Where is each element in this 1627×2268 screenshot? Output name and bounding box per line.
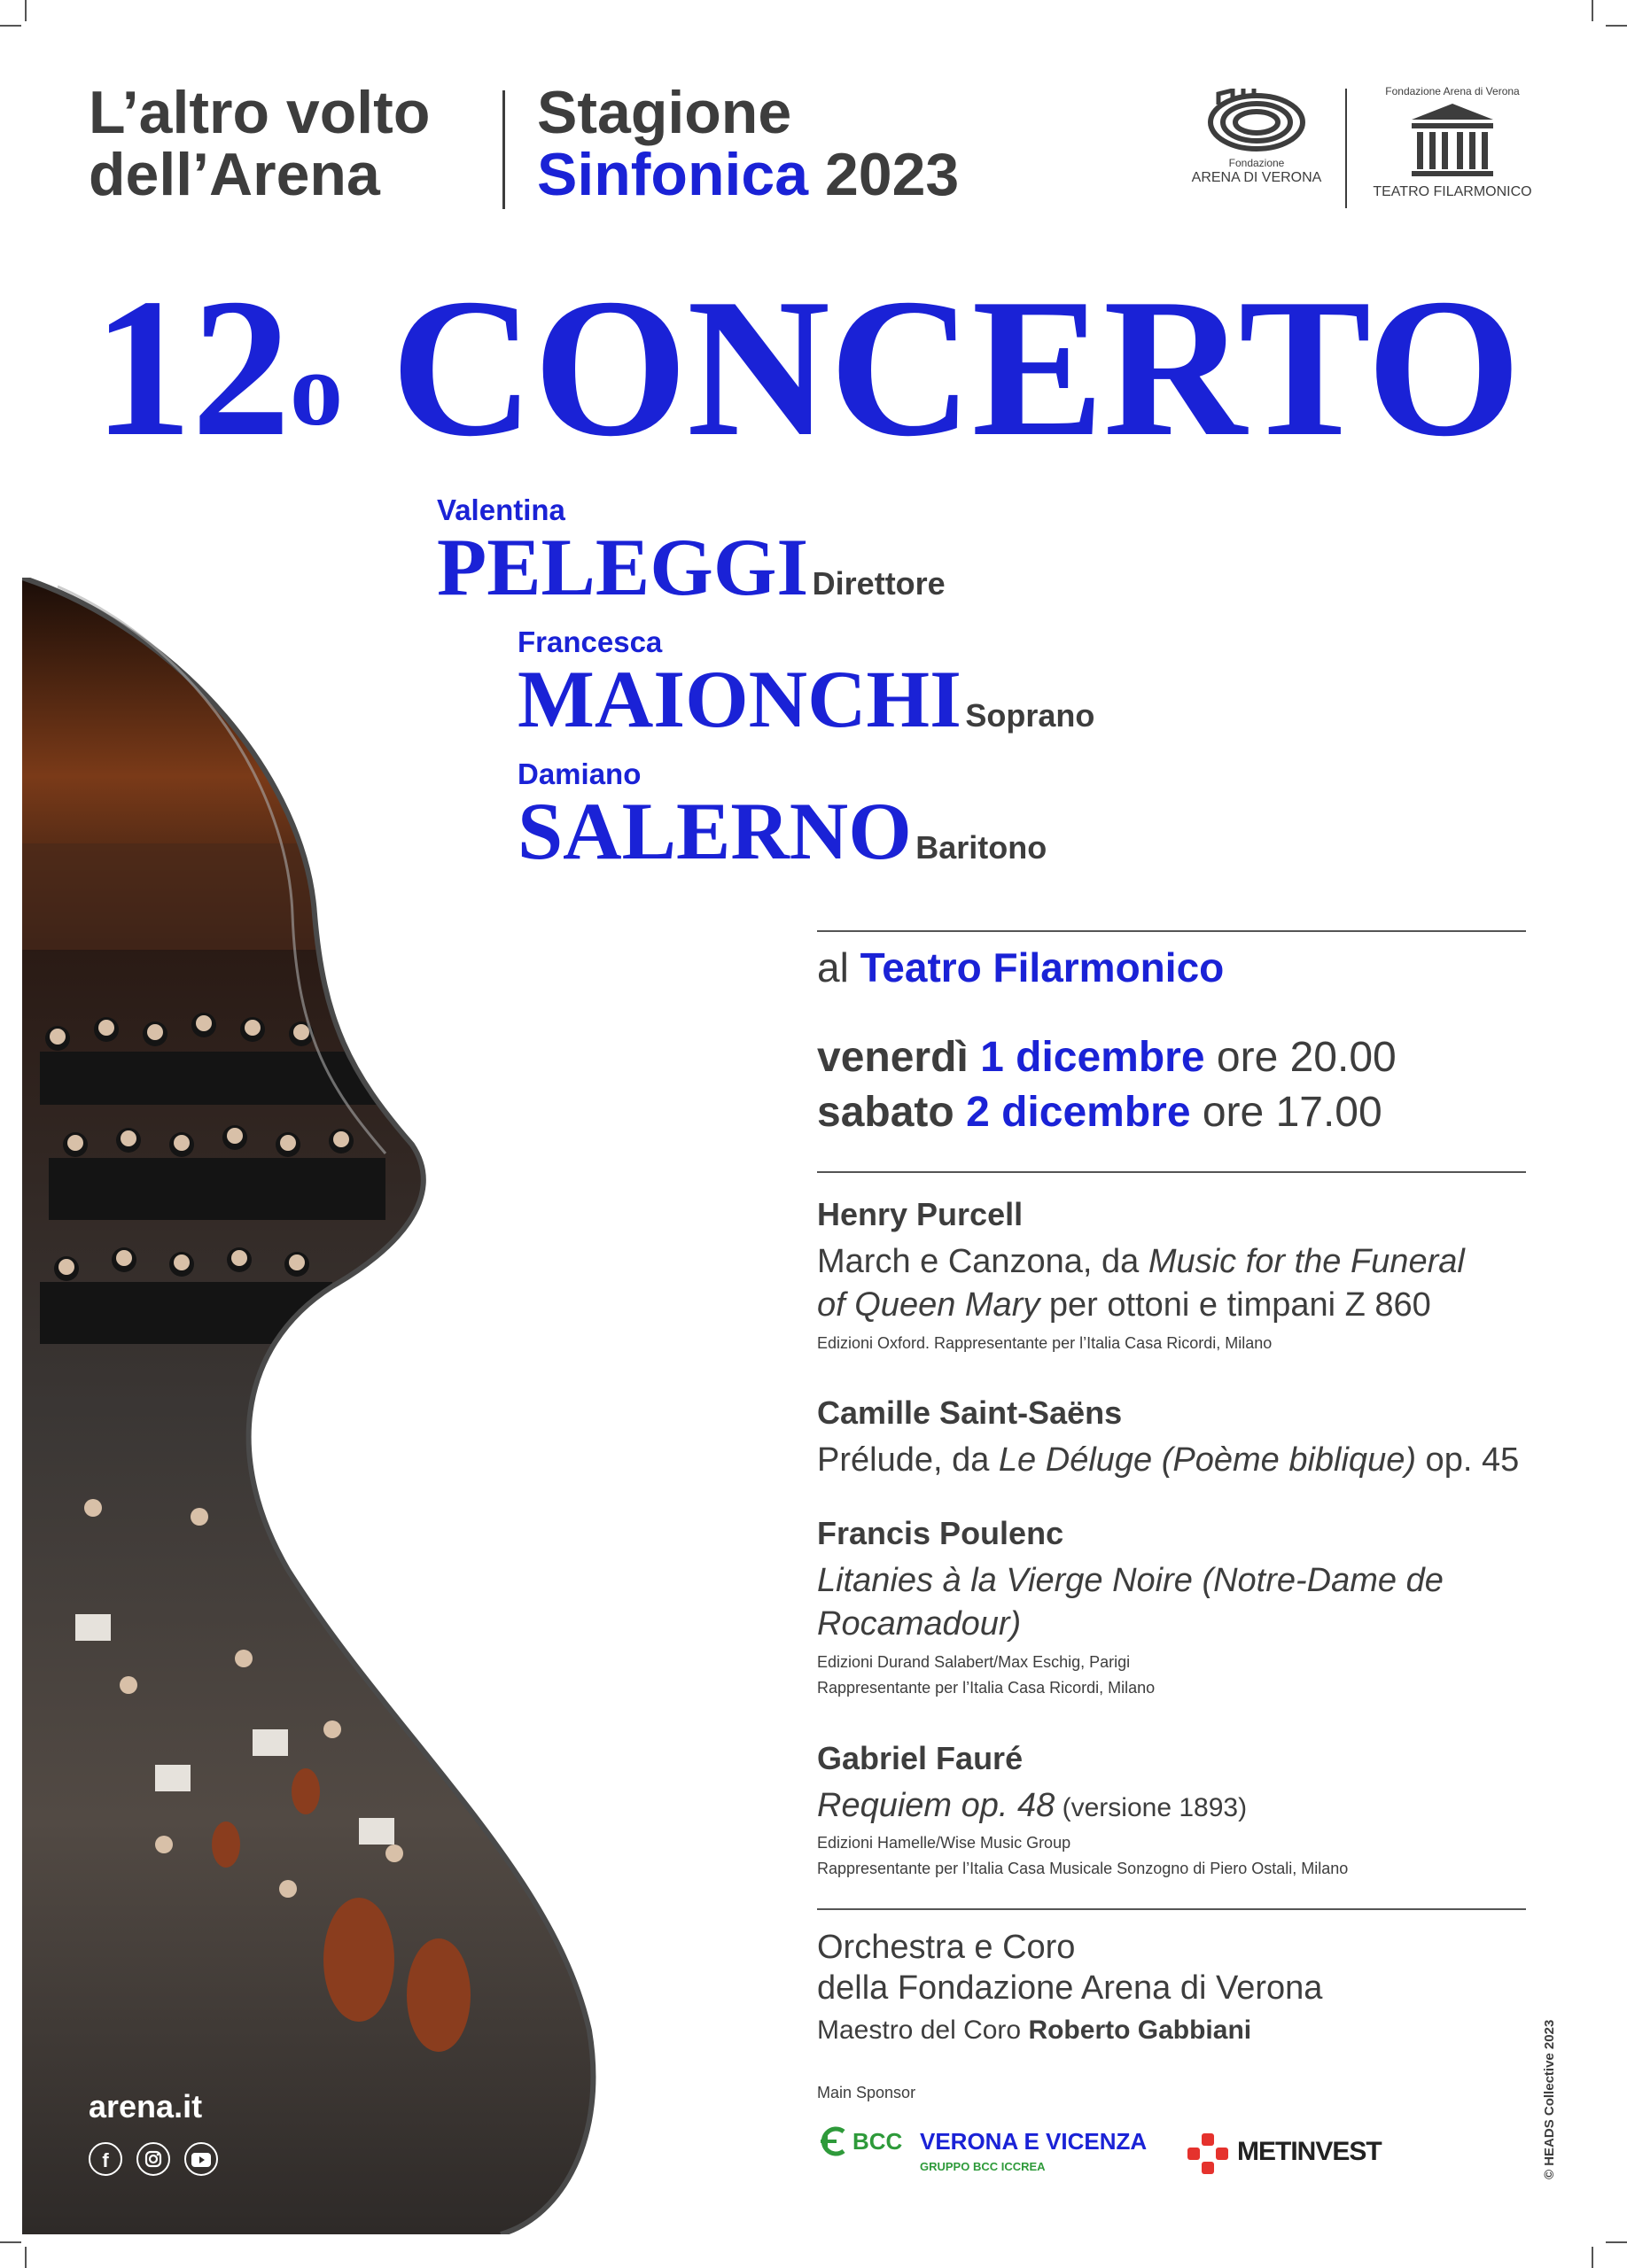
composer-faure: Gabriel Fauré bbox=[817, 1740, 1024, 1776]
venue-name: Teatro Filarmonico bbox=[860, 944, 1225, 990]
facebook-icon[interactable]: f bbox=[89, 2142, 122, 2176]
work-plain-2: (versione 1893) bbox=[1055, 1793, 1248, 1822]
crop-mark-tl-h bbox=[0, 25, 21, 27]
season-title-line1: Stagione bbox=[537, 79, 792, 146]
performer-last-name: MAIONCHI bbox=[518, 654, 961, 744]
youtube-glyph bbox=[191, 2153, 211, 2167]
work-italic: Music for the Funeral bbox=[1148, 1243, 1465, 1280]
header-divider bbox=[502, 90, 505, 209]
chorus-master-name: Roberto Gabbiani bbox=[1028, 2016, 1252, 2045]
edition-line-2: Rappresentante per l’Italia Casa Musicale Sonzogno di Piero Ostali, Milano bbox=[817, 1860, 1349, 1877]
metinvest-mark-icon bbox=[1187, 2133, 1228, 2174]
arena-logo-caption: ARENA DI VERONA bbox=[1191, 170, 1322, 185]
work-plain-2: per ottoni e timpani Z 860 bbox=[1039, 1286, 1431, 1324]
sponsor-label: Main Sponsor bbox=[817, 2084, 916, 2101]
work-poulenc bbox=[817, 1559, 1526, 1646]
bcc-group: GRUPPO BCC ICCREA bbox=[920, 2160, 1046, 2173]
date-date: 1 dicembre bbox=[980, 1034, 1205, 1081]
instagram-glyph bbox=[144, 2150, 162, 2168]
work-plain: Prélude, da bbox=[817, 1441, 999, 1479]
teatro-logo-caption: TEATRO FILARMONICO bbox=[1373, 184, 1532, 199]
metinvest-name: METINVEST bbox=[1237, 2137, 1382, 2166]
chorus-master bbox=[817, 2016, 1251, 2046]
performer-last-name: PELEGGI bbox=[437, 522, 809, 612]
work-plain-2: op. 45 bbox=[1416, 1441, 1520, 1479]
logo-divider bbox=[1345, 89, 1347, 208]
divider-program bbox=[817, 1171, 1526, 1173]
composer-purcell: Henry Purcell bbox=[817, 1196, 1024, 1232]
concert-word: CONCERTO bbox=[391, 258, 1521, 478]
date-time: ore 17.00 bbox=[1202, 1089, 1382, 1136]
orchestra-line-2: della Fondazione Arena di Verona bbox=[817, 1969, 1323, 2007]
performer-first-name: Francesca bbox=[518, 625, 663, 658]
crop-mark-br-v bbox=[1592, 2247, 1593, 2268]
season-subtitle bbox=[89, 79, 431, 208]
work-plain: March e Canzona, da bbox=[817, 1243, 1148, 1280]
crop-mark-br-h bbox=[1606, 2241, 1627, 2243]
crop-mark-bl-v bbox=[25, 2247, 27, 2268]
concert-ordinal: o bbox=[290, 330, 342, 447]
date-1 bbox=[817, 1033, 1397, 1082]
bcc-name: VERONA E VICENZA bbox=[920, 2128, 1148, 2155]
instagram-icon[interactable] bbox=[136, 2142, 170, 2176]
work-italic: Litanies à la Vierge Noire (Notre-Dame de bbox=[817, 1562, 1444, 1599]
arena-logo-mark bbox=[1208, 89, 1305, 152]
performer-role: Baritono bbox=[915, 829, 1047, 866]
performer-role: Soprano bbox=[965, 697, 1095, 734]
concert-number: 12 bbox=[93, 258, 290, 478]
bcc-logo bbox=[817, 2124, 1163, 2178]
performer-last-name: SALERNO bbox=[518, 786, 912, 876]
arena-logo bbox=[1177, 89, 1336, 186]
edition-line-1: Edizioni Hamelle/Wise Music Group bbox=[817, 1834, 1071, 1852]
season-title bbox=[537, 79, 960, 208]
season-title-line2 bbox=[537, 141, 960, 208]
divider-bottom bbox=[817, 1908, 1526, 1910]
work-saint-saens bbox=[817, 1439, 1526, 1482]
crop-mark-tr-v bbox=[1592, 0, 1593, 21]
youtube-icon[interactable] bbox=[184, 2142, 218, 2176]
edition-line-1: Edizioni Durand Salabert/Max Eschig, Parigi bbox=[817, 1653, 1131, 1671]
arena-logo-small: Fondazione bbox=[1228, 157, 1285, 169]
metinvest-logo bbox=[1187, 2130, 1418, 2174]
crop-mark-tr-h bbox=[1606, 25, 1627, 27]
date-2 bbox=[817, 1088, 1382, 1137]
work-faure bbox=[817, 1784, 1526, 1829]
copyright: © HEADS Collective 2023 bbox=[1542, 2019, 1557, 2179]
edition-line-2: Rappresentante per l’Italia Casa Ricordi, Milano bbox=[817, 1679, 1156, 1697]
work-italic: Le Déluge (Poème biblique) bbox=[998, 1441, 1416, 1479]
date-time: ore 20.00 bbox=[1216, 1034, 1397, 1081]
venue bbox=[817, 944, 1224, 991]
teatro-logo-small: Fondazione Arena di Verona bbox=[1385, 85, 1520, 97]
bcc-short: BCC bbox=[852, 2128, 903, 2155]
performer-first-name: Damiano bbox=[518, 757, 642, 790]
crop-mark-bl-h bbox=[0, 2241, 21, 2243]
divider-top bbox=[817, 930, 1526, 932]
cello-silhouette-photo bbox=[22, 578, 607, 2234]
work-italic-2: of Queen Mary bbox=[817, 1286, 1040, 1324]
performer-first-name: Valentina bbox=[437, 493, 565, 526]
work-italic-2: Rocamadour) bbox=[817, 1605, 1022, 1643]
teatro-logo-mark bbox=[1408, 98, 1497, 180]
work-italic: Requiem op. 48 bbox=[817, 1787, 1055, 1824]
composer-poulenc: Francis Poulenc bbox=[817, 1515, 1064, 1551]
season-subtitle-line1: L’altro volto bbox=[89, 79, 431, 146]
composer-saint-saens: Camille Saint-Saëns bbox=[817, 1394, 1123, 1431]
edition-faure bbox=[817, 1830, 1526, 1882]
venue-prefix: al bbox=[817, 944, 849, 990]
edition-purcell: Edizioni Oxford. Rappresentante per l’Italia Casa Ricordi, Milano bbox=[817, 1334, 1273, 1352]
performer-role: Direttore bbox=[812, 565, 946, 602]
season-year: 2023 bbox=[824, 141, 960, 208]
work-purcell bbox=[817, 1240, 1526, 1327]
edition-poulenc bbox=[817, 1650, 1526, 1701]
chorus-master-label: Maestro del Coro bbox=[817, 2016, 1029, 2045]
date-day: sabato bbox=[817, 1089, 954, 1136]
date-day: venerdì bbox=[817, 1034, 969, 1081]
orchestra-line-1: Orchestra e Coro bbox=[817, 1929, 1076, 1966]
season-subtitle-line2: dell’Arena bbox=[89, 141, 380, 208]
season-title-sinfonica: Sinfonica bbox=[537, 141, 809, 208]
website-link[interactable]: arena.it bbox=[89, 2088, 203, 2124]
crop-mark-tl-v bbox=[25, 0, 27, 21]
date-date: 2 dicembre bbox=[966, 1089, 1191, 1136]
teatro-logo bbox=[1359, 85, 1545, 200]
concert-title bbox=[93, 258, 1521, 478]
bcc-mark-icon bbox=[817, 2124, 849, 2158]
